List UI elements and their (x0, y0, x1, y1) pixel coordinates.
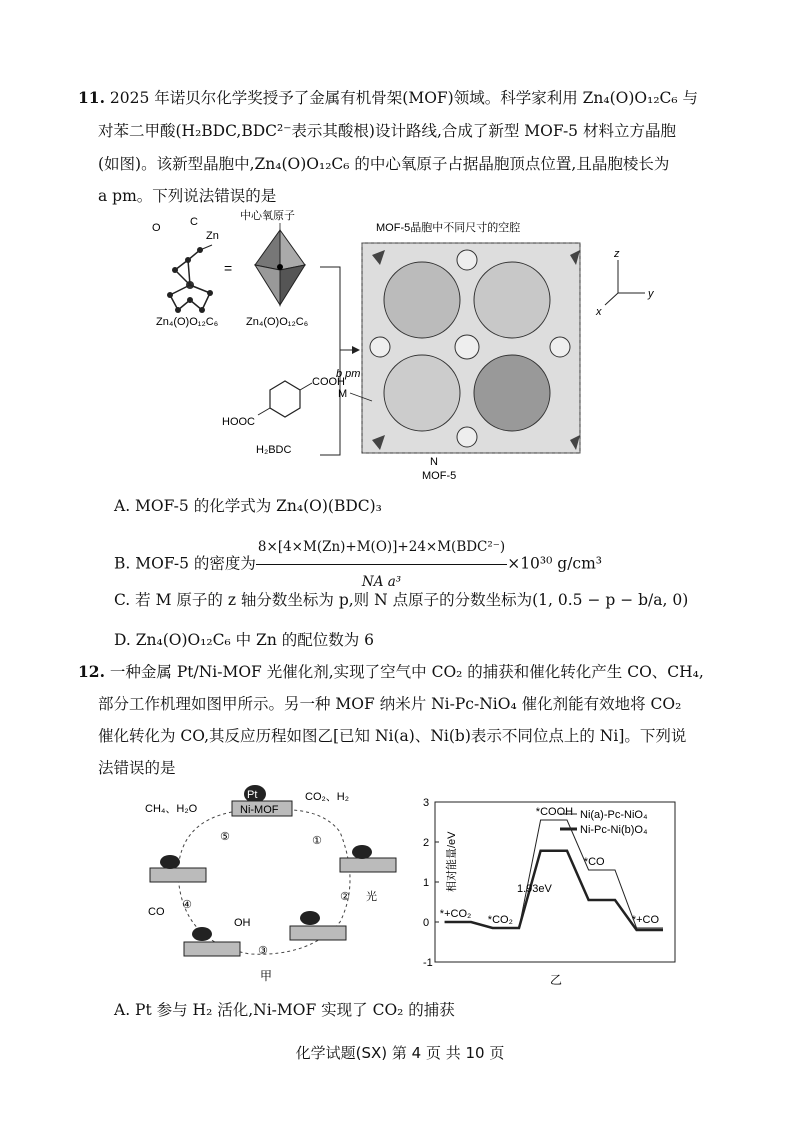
label-HOOC: HOOC (222, 416, 255, 428)
q11-number: 11. (78, 88, 105, 107)
legend (560, 809, 648, 836)
q12-line1 (78, 662, 704, 682)
figure-jia (140, 782, 400, 992)
nimof-label: Ni-MOF (240, 804, 279, 816)
q11-option-A: A. MOF-5 的化学式为 Zn₄(O)(BDC)₃ (114, 497, 382, 515)
formula-left: Zn₄(O)O₁₂C₆ (156, 316, 219, 328)
density-fraction (256, 530, 507, 599)
q12-line4: 法错误的是 (98, 759, 176, 777)
label-MOF5: MOF-5 (422, 470, 457, 482)
caption-jia: 甲 (260, 969, 273, 983)
label-Zn: Zn (206, 230, 219, 242)
reactants-label: CO₂、H₂ (305, 791, 349, 803)
series-line-1 (445, 851, 663, 930)
state-label: *+CO₂ (439, 908, 472, 920)
q11-figure (140, 205, 660, 483)
option-C-coord: (1, 0.5 − p − b/a, 0) (532, 591, 689, 609)
coordinate-axes (605, 260, 645, 305)
h2bdc-structure (258, 381, 312, 417)
oh-label: OH (234, 917, 251, 929)
label-N: N (430, 456, 438, 468)
axis-y: y (648, 288, 654, 300)
step-1: ① (312, 835, 322, 847)
pt-label: Pt (247, 789, 258, 801)
energy-barrier-annotation: 1.93eV (517, 883, 552, 895)
label-M: M (338, 388, 348, 400)
co-label: CO (148, 906, 165, 918)
label-H2BDC: H₂BDC (256, 444, 292, 456)
series-line-0 (445, 820, 663, 928)
q11-line2: 对苯二甲酸(H₂BDC,BDC²⁻表示其酸根)设计路线,合成了新型 MOF-5 材料立方晶胞 (98, 122, 676, 140)
mof5-unit-cell (362, 243, 580, 453)
q12-option-A: A. Pt 参与 H₂ 活化,Ni-MOF 实现了 CO₂ 的捕获 (114, 1001, 455, 1019)
figure-yi-chart (405, 792, 685, 992)
label-C: C (190, 216, 198, 228)
label-COOH: COOH (312, 376, 345, 388)
legend-ni-b: Ni-Pc-Ni(b)O₄ (580, 824, 648, 836)
equals-sign: = (224, 260, 233, 276)
state-label: *COOH (535, 806, 574, 818)
axis-x: x (596, 306, 602, 318)
q11-option-C (114, 590, 688, 610)
label-O: O (152, 222, 161, 234)
products-label: CH₄、H₂O (145, 803, 198, 815)
caption-yi: 乙 (550, 973, 563, 987)
label-b: b pm (336, 368, 361, 380)
axis-z: z (614, 248, 620, 260)
q11-line4: a pm。下列说法错误的是 (98, 187, 277, 205)
density-numerator: 8×[4×M(Zn)+M(O)]+24×M(BDC²⁻) (256, 530, 507, 565)
state-label: *CO₂ (487, 914, 513, 926)
y-axis-label: 相对能量/eV (446, 831, 458, 892)
step-4: ④ (182, 899, 192, 911)
step-5: ⑤ (220, 831, 230, 843)
q12-line2: 部分工作机理如图甲所示。另一种 MOF 纳米片 Ni-Pc-NiO₄ 催化剂能有效地将 CO₂ (98, 695, 682, 713)
step-3: ③ (258, 945, 268, 957)
q11-line3: (如图)。该新型晶胞中,Zn₄(O)O₁₂C₆ 的中心氧原子占据晶胞顶点位置,且晶胞棱长为 (98, 155, 670, 173)
option-C-prefix: C. 若 M 原子的 z 轴分数坐标为 p,则 N 点原子的分数坐标为 (114, 591, 533, 609)
y-tick-label: -1 (423, 957, 433, 969)
density-denominator: NA a³ (361, 574, 402, 590)
page-footer: 化学试题(SX) 第 4 页 共 10 页 (295, 1044, 505, 1062)
light-label: 光 (366, 891, 377, 903)
q11-option-B (114, 530, 602, 599)
q11-option-D: D. Zn₄(O)O₁₂C₆ 中 Zn 的配位数为 6 (114, 631, 375, 649)
option-B-prefix: B. MOF-5 的密度为 (114, 554, 256, 573)
legend-ni-a: Ni(a)-Pc-NiO₄ (580, 809, 648, 821)
q12-line3: 催化转化为 CO,其反应历程如图乙[已知 Ni(a)、Ni(b)表示不同位点上的 Ni]。下列说 (98, 727, 687, 745)
zn-cluster-ballstick (167, 245, 213, 313)
option-B-suffix: ×10³⁰ g/cm³ (507, 554, 603, 573)
state-label: *+CO (631, 914, 660, 926)
y-tick-label: 0 (423, 917, 430, 929)
label-cavities: MOF-5晶胞中不同尺寸的空腔 (376, 222, 521, 234)
state-label: *CO (583, 856, 605, 868)
y-tick-label: 3 (423, 797, 430, 809)
label-center-oxygen: 中心氧原子 (240, 210, 295, 222)
q12-text-1: 一种金属 Pt/Ni-MOF 光催化剂,实现了空气中 CO₂ 的捕获和催化转化产生 CO、CH₄, (109, 663, 704, 681)
q11-text-1: 2025 年诺贝尔化学奖授予了金属有机骨架(MOF)领域。科学家利用 Zn₄(O)O₁₂C₆ 与 (109, 89, 699, 107)
q12-number: 12. (78, 662, 105, 681)
y-tick-label: 2 (423, 837, 430, 849)
q11-line1 (78, 88, 698, 108)
y-tick-label: 1 (423, 877, 430, 889)
step-2: ② (340, 891, 350, 903)
formula-right: Zn₄(O)O₁₂C₆ (246, 316, 309, 328)
